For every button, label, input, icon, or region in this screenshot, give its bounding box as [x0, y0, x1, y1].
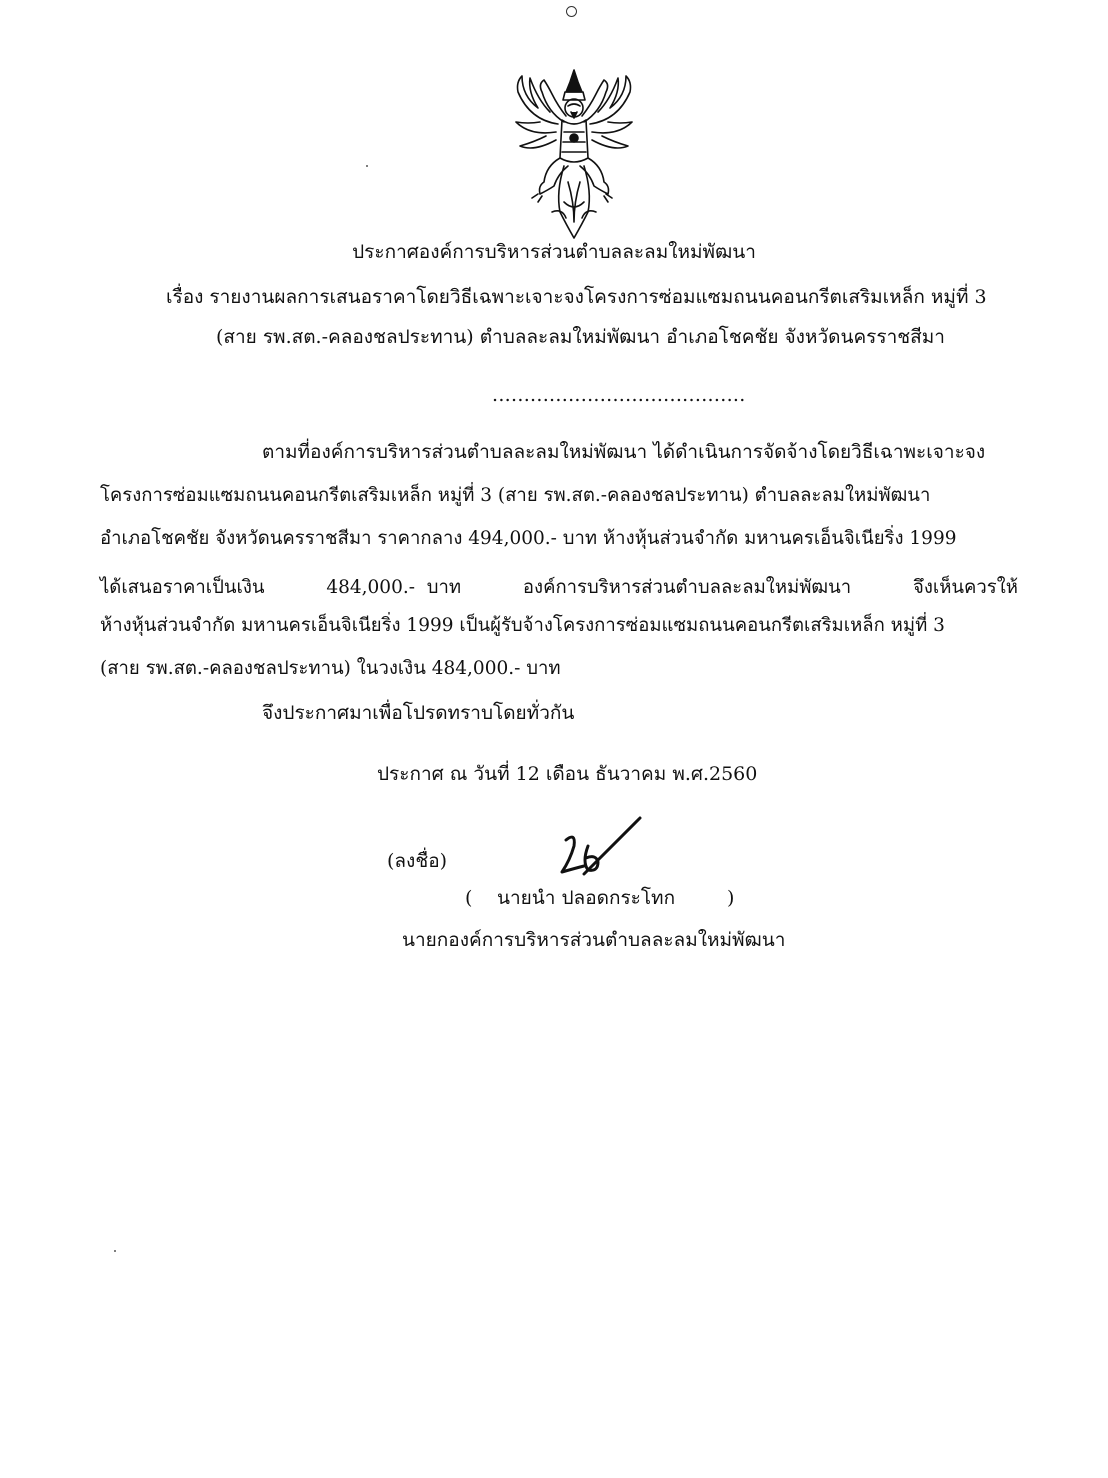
- subject-line-2: (สาย รพ.สต.-คลองชลประทาน) ตำบลละลมใหม่พัฒนา อำเภอโชคชัย จังหวัดนครราชสีมา: [216, 326, 945, 348]
- body-line-1: ตามที่องค์การบริหารส่วนตำบลละลมใหม่พัฒนา ได้ดำเนินการจัดจ้างโดยวิธีเฉาพะเจาะจง: [262, 441, 986, 463]
- signatory-position: นายกองค์การบริหารส่วนตำบลละลมใหม่พัฒนา: [402, 929, 786, 951]
- body-line-7: จึงประกาศมาเพื่อโปรดทราบโดยทั่วกัน: [262, 702, 575, 724]
- garuda-emblem-icon: [508, 62, 640, 242]
- subject-line-1: เรื่อง รายงานผลการเสนอราคาโดยวิธีเฉพาะเจาะจงโครงการซ่อมแซมถนนคอนกรีตเสริมเหล็ก หมู่ที่ 3: [166, 286, 987, 308]
- body-line-4: [100, 573, 1018, 602]
- body-line-3: อำเภอโชคชัย จังหวัดนครราชสีมา ราคากลาง 494,000.- บาท ห้างหุ้นส่วนจำกัด มหานครเอ็นจิเนียริ่ง 1999: [100, 528, 957, 549]
- body-line-4-approve: จึงเห็นควรให้: [913, 577, 1018, 598]
- top-mark: [566, 6, 577, 17]
- body-line-4-amount: 484,000.- บาท: [326, 577, 462, 598]
- signatory-name: นายนำ ปลอดกระโทก: [497, 887, 676, 909]
- announcement-date: ประกาศ ณ วันที่ 12 เดือน ธันวาคม พ.ศ.2560: [377, 763, 758, 785]
- separator-dots: ........................................: [492, 384, 746, 406]
- sign-label: (ลงชื่อ): [387, 850, 448, 872]
- signatory-open-paren: (: [465, 887, 473, 909]
- signatory-close-paren: ): [727, 887, 735, 909]
- scan-speck: [366, 165, 368, 167]
- org-announcement-title: ประกาศองค์การบริหารส่วนตำบลละลมใหม่พัฒนา: [352, 241, 756, 263]
- body-line-4-offer: ได้เสนอราคาเป็นเงิน: [100, 577, 265, 598]
- scan-speck: [114, 1250, 116, 1252]
- body-line-4-org: องค์การบริหารส่วนตำบลละลมใหม่พัฒนา: [522, 577, 852, 598]
- body-line-5: ห้างหุ้นส่วนจำกัด มหานครเอ็นจิเนียริ่ง 1999 เป็นผู้รับจ้างโครงการซ่อมแซมถนนคอนกรีตเสริมเหล็ก หมู่ที่ 3: [100, 615, 945, 636]
- body-line-2: โครงการซ่อมแซมถนนคอนกรีตเสริมเหล็ก หมู่ที่ 3 (สาย รพ.สต.-คลองชลประทาน) ตำบลละลมใหม่พัฒนา: [100, 485, 931, 506]
- body-line-6: (สาย รพ.สต.-คลองชลประทาน) ในวงเงิน 484,000.- บาท: [100, 658, 561, 679]
